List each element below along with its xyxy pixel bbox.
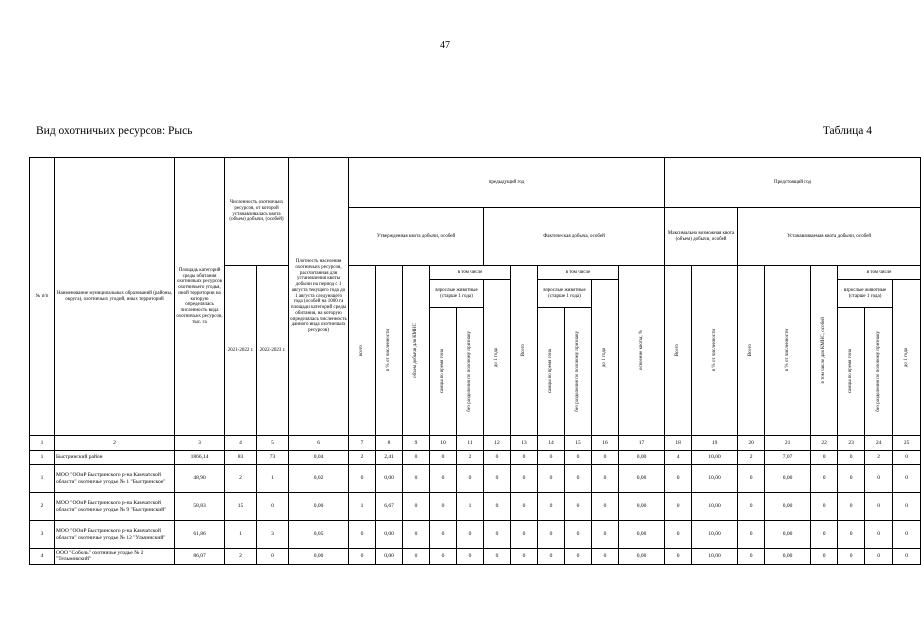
column-number: 20	[738, 436, 765, 451]
table-cell: 0	[430, 465, 457, 493]
column-number: 5	[257, 436, 289, 451]
table-cell: 0	[349, 465, 376, 493]
table-cell: 1	[225, 521, 257, 549]
column-number: 21	[765, 436, 811, 451]
table-cell: 0	[838, 549, 865, 565]
table-cell: 3	[30, 521, 55, 549]
column-number: 2	[55, 436, 175, 451]
table-cell: 2,41	[376, 451, 403, 465]
table-cell: 0	[538, 493, 565, 521]
table-cell: 1	[30, 465, 55, 493]
table-cell: 0	[484, 493, 511, 521]
header-c9: объем добычи для КМНС	[403, 266, 430, 436]
page-title: Вид охотничьих ресурсов: Рысь	[36, 125, 193, 137]
table-cell: 0	[838, 465, 865, 493]
table-cell: 2	[349, 451, 376, 465]
table-cell: 0	[592, 493, 619, 521]
table-cell: 0	[457, 465, 484, 493]
table-cell: 0,05	[289, 521, 349, 549]
table-cell: 0,00	[376, 549, 403, 565]
table-cell: 2	[457, 451, 484, 465]
column-number: 24	[865, 436, 893, 451]
table-row	[30, 493, 921, 521]
table-cell: 0	[893, 521, 921, 549]
header-c14-15: взрослые животные (старше 1 года)	[538, 280, 592, 308]
table-cell: 0,00	[619, 521, 665, 549]
table-row	[30, 465, 921, 493]
table-cell: 0	[893, 493, 921, 521]
column-number: 14	[538, 436, 565, 451]
table-cell: 0	[511, 451, 538, 465]
table-cell: 0	[484, 451, 511, 465]
table-cell: 0	[592, 451, 619, 465]
table-cell: 0,00	[765, 549, 811, 565]
table-cell: 2	[225, 465, 257, 493]
column-number: 25	[893, 436, 921, 451]
header-c19: в % от численности	[692, 266, 738, 436]
column-number: 17	[619, 436, 665, 451]
table-cell: 0	[430, 493, 457, 521]
table-label: Таблица 4	[822, 125, 872, 137]
table-cell: 0	[738, 465, 765, 493]
table-cell: 0	[893, 549, 921, 565]
table-cell: 0	[511, 465, 538, 493]
header-c13: Всего	[511, 266, 538, 436]
table-cell: 10,00	[692, 493, 738, 521]
header-prev-year: предыдущий год	[349, 158, 665, 208]
table-cell: 0	[865, 465, 893, 493]
header-population: Численность охотничьих ресурсов, от которой устанавливалась квота (объем) добычи, (особей)	[225, 158, 289, 266]
table-cell: 86,07	[175, 549, 225, 565]
table-cell: 0	[865, 521, 893, 549]
table-cell: 0	[665, 465, 692, 493]
header-c25: до 1 года	[893, 280, 921, 436]
table-cell: 0	[403, 465, 430, 493]
header-c23-25: в том числе	[838, 266, 921, 280]
header-approved-quota: Утвержденная квота добычи, особей	[349, 208, 484, 266]
row-name-cell: МОО "ООиР Быстринского р-на Камчатской области" охотничье угодье № 1 "Быстринское"	[55, 465, 175, 493]
table-cell: 0,00	[376, 521, 403, 549]
header-num: № п/п	[30, 158, 55, 436]
table-cell: 0	[511, 521, 538, 549]
table-cell: 0	[538, 465, 565, 493]
table-cell: 0	[484, 465, 511, 493]
table-cell: 0	[838, 451, 865, 465]
table-cell: 0	[403, 451, 430, 465]
table-cell: 1	[457, 493, 484, 521]
table-cell: 2	[225, 549, 257, 565]
table-cell: 0	[484, 549, 511, 565]
table-cell: 0	[838, 493, 865, 521]
hunting-resources-table	[29, 157, 921, 565]
table-cell: 0	[538, 549, 565, 565]
table-cell: 0	[430, 549, 457, 565]
table-cell: 1	[257, 465, 289, 493]
column-number: 7	[349, 436, 376, 451]
table-cell: 0	[565, 521, 592, 549]
header-c14-16: в том числе	[538, 266, 619, 280]
table-cell: 0	[665, 521, 692, 549]
header-c16: до 1 года	[592, 280, 619, 436]
column-number-row	[30, 436, 921, 451]
row-name-cell: Быстринский район	[55, 451, 175, 465]
column-number: 13	[511, 436, 538, 451]
table-cell: 0	[811, 549, 838, 565]
header-c20: Всего	[738, 266, 765, 436]
column-number: 10	[430, 436, 457, 451]
column-number: 23	[838, 436, 865, 451]
table-cell: 0,00	[619, 493, 665, 521]
column-number: 1	[30, 436, 55, 451]
column-number: 3	[175, 436, 225, 451]
table-cell: 0	[430, 451, 457, 465]
header-c12: до 1 года	[484, 280, 511, 436]
table-row	[30, 451, 921, 465]
table-cell: 0,04	[289, 451, 349, 465]
table-cell: 0,00	[619, 549, 665, 565]
column-number: 22	[811, 436, 838, 451]
table-cell: 3	[257, 521, 289, 549]
header-c18: Всего	[665, 266, 692, 436]
column-number: 19	[692, 436, 738, 451]
table-cell: 0	[665, 549, 692, 565]
table-cell: 10,00	[692, 521, 738, 549]
column-number: 4	[225, 436, 257, 451]
table-cell: 0	[484, 521, 511, 549]
table-cell: 2	[865, 451, 893, 465]
table-cell: 0	[738, 521, 765, 549]
table-cell: 61,86	[175, 521, 225, 549]
header-set-quota: Устанавливаемая квота добычи, особей	[738, 208, 921, 266]
row-name-cell: МОО "ООиР Быстринского р-на Камчатской области" охотничье угодье № 12 "Ульчинский"	[55, 521, 175, 549]
table-cell: 0	[257, 493, 289, 521]
header-c7: всего	[349, 266, 376, 436]
table-cell: 0	[457, 521, 484, 549]
table-cell: 0	[665, 493, 692, 521]
column-number: 11	[457, 436, 484, 451]
table-cell: 0	[811, 465, 838, 493]
table-cell: 0,00	[619, 451, 665, 465]
table-cell: 15	[225, 493, 257, 521]
table-cell: 0	[457, 549, 484, 565]
table-cell: 0	[811, 451, 838, 465]
column-number: 15	[565, 436, 592, 451]
header-pop-y1: 2021-2022 г.	[225, 266, 257, 436]
table-cell: 48,90	[175, 465, 225, 493]
header-density: Плотность населения охотничьих ресурсов, рассчитанная для установления квоты добычи на период с 1 августа текущего года до 1 августа следующего года (особей на 1000 га площади категорий среды обитания, на которую определялась численность данного вида охотничьих ресурсов)	[289, 158, 349, 436]
table-row	[30, 549, 921, 565]
header-c14: самцы во время гона	[538, 308, 565, 436]
table-cell: 0	[403, 521, 430, 549]
table-cell: 10,00	[692, 465, 738, 493]
table-cell: 0	[565, 451, 592, 465]
header-c23-24: взрослые животные (старше 1 года)	[838, 280, 893, 308]
table-cell: 0	[738, 493, 765, 521]
header-c10-11: взрослые животные (старше 1 года)	[430, 280, 484, 308]
table-cell: 0	[592, 465, 619, 493]
header-name: Наименование муниципальных образований (районы, округа), охотничьих угодий, иных территорий	[55, 158, 175, 436]
table-cell: 0	[838, 521, 865, 549]
table-cell: 0	[592, 549, 619, 565]
table-cell: 4	[665, 451, 692, 465]
table-cell: 0	[430, 521, 457, 549]
table-cell: 73	[257, 451, 289, 465]
table-cell: 10,00	[692, 451, 738, 465]
table-cell: 0	[403, 549, 430, 565]
header-c10-12: в том числе	[430, 266, 511, 280]
table-cell: 0	[565, 493, 592, 521]
table-cell: 0,02	[289, 465, 349, 493]
table-cell: 0,00	[765, 521, 811, 549]
table-cell: 0,00	[619, 465, 665, 493]
table-cell: 0,00	[765, 465, 811, 493]
table-cell: 0	[511, 549, 538, 565]
header-area: Площадь категорий среды обитания охотничьих ресурсов охотничьего угодья, иной территории на которую определялась численность вида охотничьих ресурсов, тыс. га	[175, 158, 225, 436]
table-cell: 0	[738, 549, 765, 565]
table-cell: 7,07	[765, 451, 811, 465]
column-number: 6	[289, 436, 349, 451]
header-c23: самцы во время гона	[838, 308, 865, 436]
table-cell: 1866,14	[175, 451, 225, 465]
table-cell: 58,83	[175, 493, 225, 521]
table-cell: 0	[865, 493, 893, 521]
table-cell: 6,67	[376, 493, 403, 521]
column-number: 9	[403, 436, 430, 451]
row-name-cell: МОО "ООиР Быстринского р-на Камчатской области" охотничье угодье № 9 "Быстринский"	[55, 493, 175, 521]
table-cell: 0	[811, 521, 838, 549]
header-next-year: Предстоящий год	[665, 158, 921, 208]
table-cell: 0	[893, 465, 921, 493]
column-number: 18	[665, 436, 692, 451]
table-cell: 0	[592, 521, 619, 549]
header-c8: в % от численности	[376, 266, 403, 436]
table-cell: 0,00	[376, 465, 403, 493]
column-number: 16	[592, 436, 619, 451]
header-c17: освоение квоты, %	[619, 266, 665, 436]
table-cell: 2	[30, 493, 55, 521]
header-pop-y2: 2022-2023 г.	[257, 266, 289, 436]
table-cell: 0	[349, 549, 376, 565]
header-c15: без разделения по половому признаку	[565, 308, 592, 436]
table-cell: 0,00	[289, 493, 349, 521]
table-cell: 0	[538, 451, 565, 465]
table-cell: 83	[225, 451, 257, 465]
table-cell: 2	[738, 451, 765, 465]
table-cell: 1	[30, 451, 55, 465]
table-cell: 0,00	[289, 549, 349, 565]
table-cell: 0	[257, 549, 289, 565]
page-number: 47	[440, 40, 450, 51]
table-cell: 0	[403, 493, 430, 521]
table-cell: 4	[30, 549, 55, 565]
table-cell: 0	[865, 549, 893, 565]
header-c11: без разделения по половому признаку	[457, 308, 484, 436]
table-cell: 1	[349, 493, 376, 521]
table-cell: 10,00	[692, 549, 738, 565]
table-row	[30, 521, 921, 549]
table-cell: 0	[811, 493, 838, 521]
header-actual-harvest: Фактическая добыча, особей	[484, 208, 665, 266]
table-cell: 0	[565, 549, 592, 565]
table-cell: 0	[511, 493, 538, 521]
header-c21: в % от численности	[765, 266, 811, 436]
column-number: 12	[484, 436, 511, 451]
header-c24: без разделения по половому признаку	[865, 308, 893, 436]
row-name-cell: ООО "Соболь" охотничье угодье № 2 "Тельмовский"	[55, 549, 175, 565]
header-max-quota: Максимально возможная квота (объем) добычи, особей	[665, 208, 738, 266]
header-c22: в том числе для КМНС, особей	[811, 266, 838, 436]
column-number: 8	[376, 436, 403, 451]
table-cell: 0	[538, 521, 565, 549]
table-cell: 0,00	[765, 493, 811, 521]
table-cell: 0	[893, 451, 921, 465]
table-cell: 0	[349, 521, 376, 549]
table-cell: 0	[565, 465, 592, 493]
header-c10: самцы во время гона	[430, 308, 457, 436]
